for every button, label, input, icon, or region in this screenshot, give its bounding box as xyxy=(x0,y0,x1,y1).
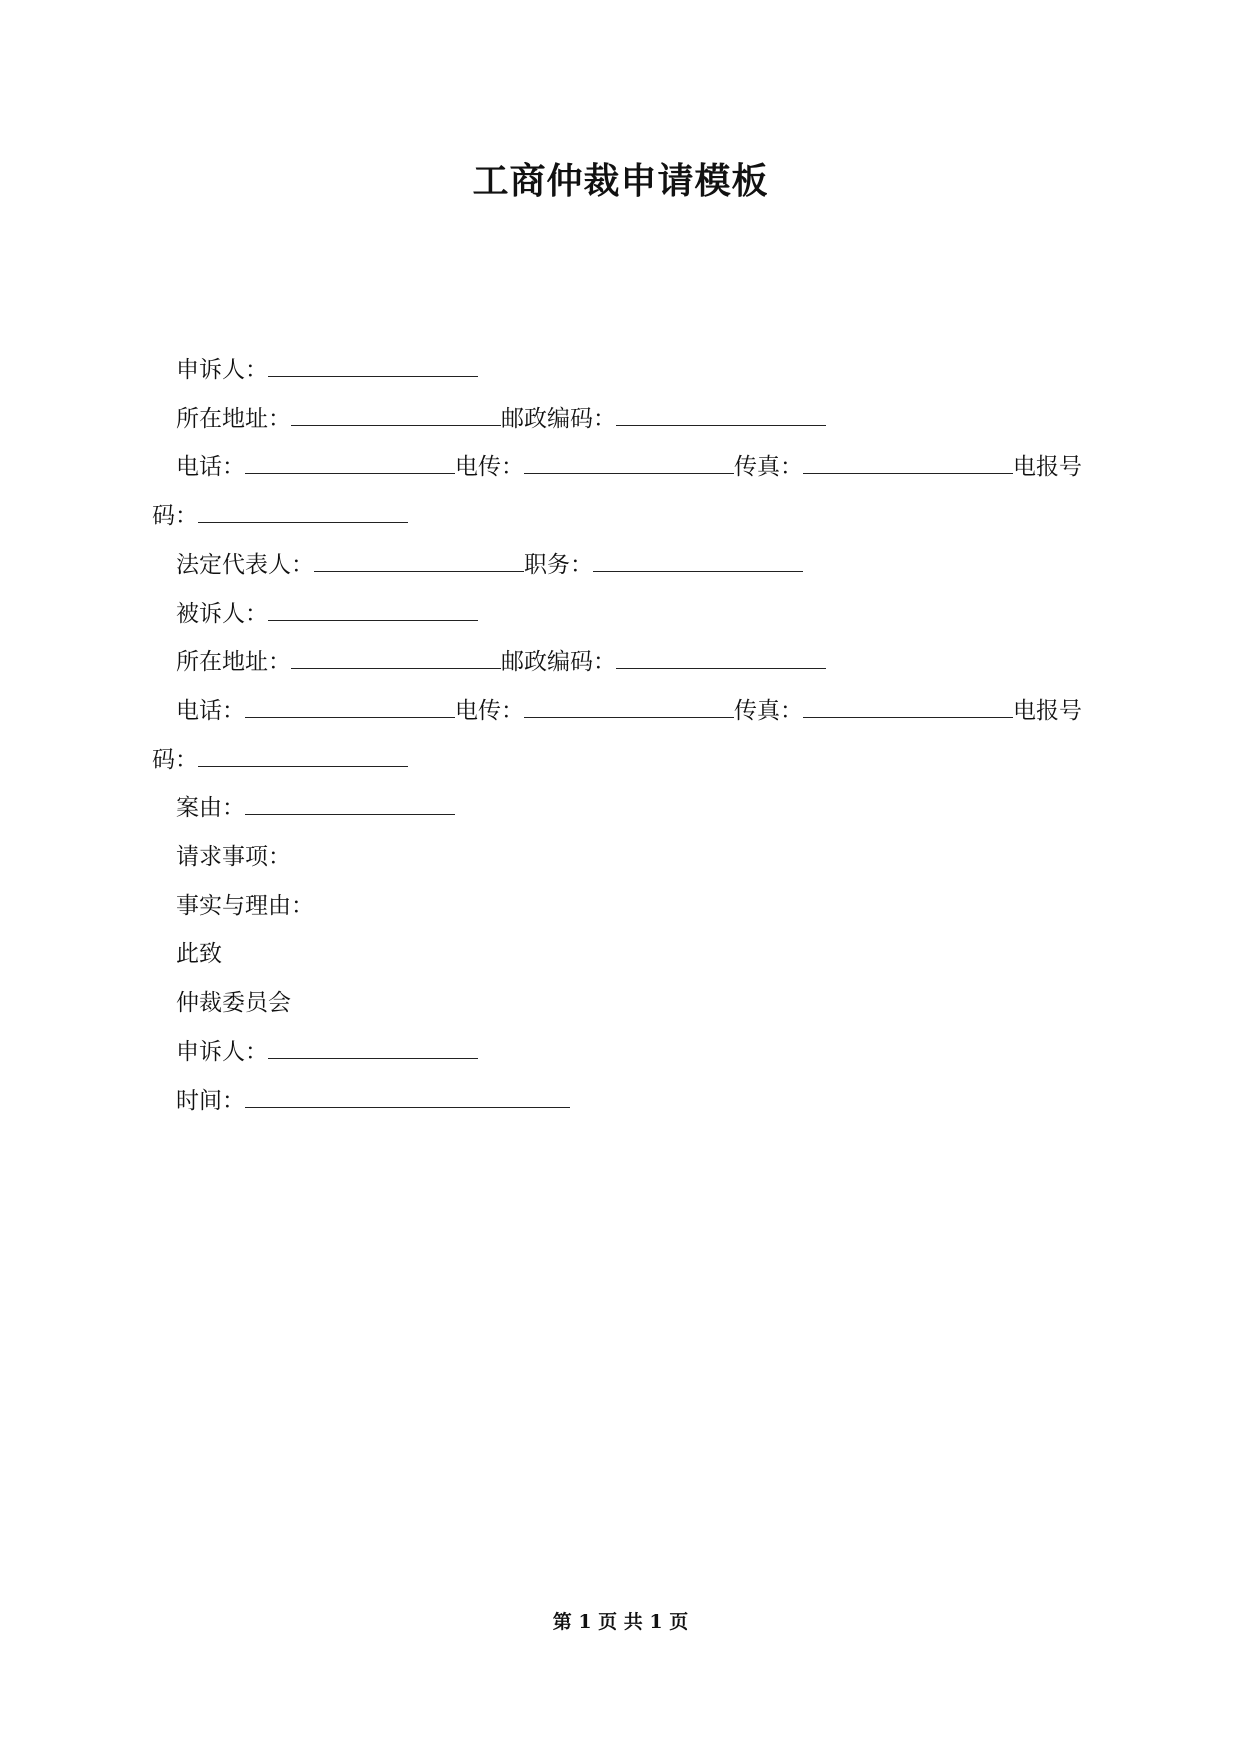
respondent-contact-line xyxy=(152,687,1092,784)
signature-line xyxy=(152,1028,1092,1077)
date-blank[interactable] xyxy=(245,1089,570,1108)
complainant-line xyxy=(152,346,1092,395)
respondent-address-label: 所在地址： xyxy=(176,649,291,676)
committee-text: 仲裁委员会 xyxy=(176,990,291,1017)
page-footer: 第 1 页 共 1 页 xyxy=(552,1611,689,1633)
respondent-fax-label: 传真： xyxy=(734,697,803,724)
complainant-phone-label: 电话： xyxy=(176,454,245,481)
committee-line xyxy=(152,979,1092,1028)
complainant-telegram-label: 电报号码： xyxy=(152,454,1082,530)
complainant-contact-line xyxy=(152,443,1092,540)
complainant-address-label: 所在地址： xyxy=(176,405,291,432)
closing-line xyxy=(152,930,1092,979)
facts-line xyxy=(152,882,1092,931)
respondent-telegram-label: 电报号码： xyxy=(152,697,1082,773)
complainant-fax-label: 传真： xyxy=(734,454,803,481)
complainant-postcode-label: 邮政编码： xyxy=(501,405,616,432)
respondent-phone-blank[interactable] xyxy=(245,699,455,718)
complainant-fax-blank[interactable] xyxy=(803,455,1013,474)
respondent-address-line xyxy=(152,638,1092,687)
respondent-postcode-label: 邮政编码： xyxy=(501,649,616,676)
legal-rep-label: 法定代表人： xyxy=(176,551,314,578)
facts-label: 事实与理由： xyxy=(176,892,314,919)
complainant-blank[interactable] xyxy=(268,358,478,377)
respondent-label: 被诉人： xyxy=(176,600,268,627)
respondent-line xyxy=(152,590,1092,639)
respondent-phone-label: 电话： xyxy=(176,697,245,724)
document-title: 工商仲裁申请模板 xyxy=(472,161,769,202)
respondent-telegram-blank[interactable] xyxy=(198,748,408,767)
complainant-phone-blank[interactable] xyxy=(245,455,455,474)
respondent-telex-blank[interactable] xyxy=(524,699,734,718)
complainant-address-line xyxy=(152,395,1092,444)
respondent-address-blank[interactable] xyxy=(291,650,501,669)
complainant-label: 申诉人： xyxy=(176,357,268,383)
cause-label: 案由： xyxy=(176,795,245,822)
legal-rep-blank[interactable] xyxy=(314,553,524,572)
complainant-address-blank[interactable] xyxy=(291,407,501,426)
closing-text: 此致 xyxy=(176,941,222,968)
date-line xyxy=(152,1077,1092,1126)
legal-rep-line xyxy=(152,541,1092,590)
complainant-telex-blank[interactable] xyxy=(524,455,734,474)
date-label: 时间： xyxy=(176,1087,245,1114)
cause-line xyxy=(152,784,1092,833)
respondent-blank[interactable] xyxy=(268,602,478,621)
complainant-postcode-blank[interactable] xyxy=(616,407,826,426)
document-body xyxy=(152,346,1092,1125)
claims-label: 请求事项： xyxy=(176,844,291,871)
respondent-telex-label: 电传： xyxy=(455,697,524,724)
claims-line xyxy=(152,833,1092,882)
complainant-telegram-blank[interactable] xyxy=(198,504,408,523)
respondent-postcode-blank[interactable] xyxy=(616,650,826,669)
signature-blank[interactable] xyxy=(268,1040,478,1059)
complainant-telex-label: 电传： xyxy=(455,454,524,481)
position-label: 职务： xyxy=(524,551,593,578)
signature-label: 申诉人： xyxy=(176,1038,268,1065)
respondent-fax-blank[interactable] xyxy=(803,699,1013,718)
position-blank[interactable] xyxy=(593,553,803,572)
cause-blank[interactable] xyxy=(245,796,455,815)
